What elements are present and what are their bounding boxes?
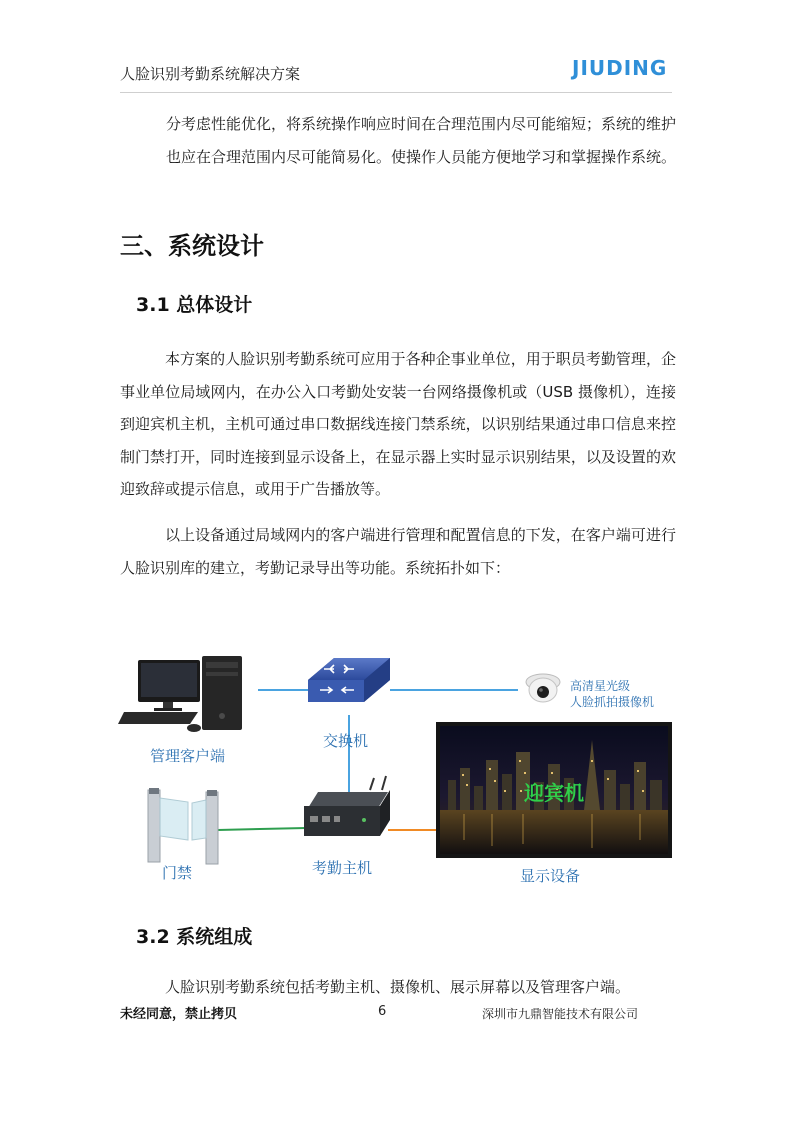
components-paragraph: 人脸识别考勤系统包括考勤主机、摄像机、展示屏幕以及管理客户端。 [165,978,631,996]
subsection-heading-components: 3.2 系统组成 [136,926,253,948]
company-logo: JIUDING [572,56,668,80]
camera-icon [526,674,560,702]
monitor-icon [118,656,242,732]
overall-paragraph-1: 本方案的人脸识别考勤系统可应用于各种企事业单位，用于职员考勤管理，企事业单位局域网内，在办公入口考勤处安装一台网络摄像机或（USB 摄像机），连接到迎宾机主机，主机可通过串口数据线连接门禁系统，以识别结果通过串口信息来控制门禁打开，同时连接到显示设备上，在显示器上实时显示识别结果，以及设置的欢迎致辞或提示信息，或用于广告播放等。 [120,350,676,498]
footer-company-name: 深圳市九鼎智能技术有限公司 [482,1007,639,1021]
intro-paragraph: 分考虑性能优化，将系统操作响应时间在合理范围内尽可能缩短；系统的维护也应在合理范围内尽可能简易化。使操作人员能方便地学习和掌握操作系统。 [166,115,677,166]
display-icon [436,722,672,858]
section-heading: 三、系统设计 [120,232,264,260]
host-label: 考勤主机 [312,859,373,877]
client-label: 管理客户端 [150,747,226,765]
page-number: 6 [378,1004,387,1019]
gate-icon [148,788,218,864]
gate-label: 门禁 [162,864,193,882]
header-title: 人脸识别考勤系统解决方案 [120,65,301,83]
screen-welcome-text: 迎宾机 [524,781,584,805]
link-gate-host [218,828,306,830]
display-label: 显示设备 [520,867,581,885]
camera-label-line1: 高清星光级 [570,679,631,693]
host-icon [304,776,390,836]
camera-label-line2: 人脸抓拍摄像机 [570,695,655,709]
topology-diagram [118,640,678,890]
switch-icon [308,658,390,702]
subsection-heading-overall: 3.1 总体设计 [136,294,253,316]
overall-paragraph-2: 以上设备通过局域网内的客户端进行管理和配置信息的下发，在客户端可进行人脸识别库的建立，考勤记录导出等功能。系统拓扑如下： [120,526,676,577]
switch-label: 交换机 [323,732,369,750]
footer-copyright-notice: 未经同意，禁止拷贝 [120,1007,238,1022]
header-divider [120,92,672,93]
